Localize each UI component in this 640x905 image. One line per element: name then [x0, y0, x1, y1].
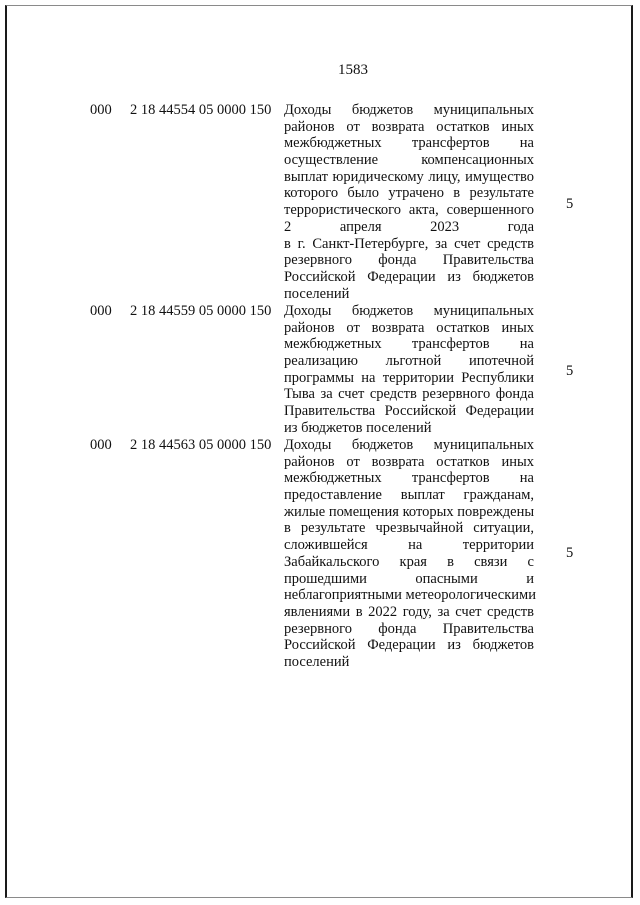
description-line: жилые помещения которых повреждены: [284, 503, 535, 520]
description-line: реализацию льготной ипотечной: [284, 353, 534, 370]
description-line: выплат юридическому лицу, имущество: [284, 168, 534, 185]
amount-value: 5: [566, 196, 574, 212]
description-line: поселений: [284, 285, 350, 302]
description-line: межбюджетных трансфертов на: [284, 470, 534, 487]
description-line: межбюджетных трансфертов на: [284, 336, 534, 353]
description-line: районов от возврата остатков иных: [284, 319, 534, 336]
admin-code: 000: [90, 102, 112, 118]
page-number: 1583: [338, 62, 368, 78]
description-line: Доходы бюджетов муниципальных: [284, 102, 534, 118]
kbk-code: 2 18 44559 05 0000 150: [130, 303, 272, 319]
amount-value: 5: [566, 363, 574, 379]
description-line: предоставление выплат гражданам,: [284, 487, 534, 504]
amount-value: 5: [566, 545, 574, 561]
description-line: в результате чрезвычайной ситуации,: [284, 520, 534, 537]
income-description: [284, 102, 534, 302]
description-line: 2 апреля 2023 года: [284, 218, 534, 235]
description-line: Правительства Российской Федерации: [284, 403, 534, 420]
description-line: неблагоприятными метеорологическими: [284, 587, 536, 604]
description-line: прошедшими опасными и: [284, 570, 534, 587]
description-line: резервного фонда Правительства: [284, 620, 534, 637]
description-line: программы на территории Республики: [284, 369, 534, 386]
description-line: террористического акта, совершенного: [284, 202, 534, 219]
income-description: [284, 303, 534, 437]
description-line: Российской Федерации из бюджетов: [284, 268, 534, 285]
description-line: Тыва за счет средств резервного фонда: [284, 386, 534, 403]
description-line: межбюджетных трансфертов на: [284, 135, 534, 152]
description-line: районов от возврата остатков иных: [284, 118, 534, 135]
kbk-code: 2 18 44563 05 0000 150: [130, 437, 272, 453]
description-line: Доходы бюджетов муниципальных: [284, 437, 534, 453]
description-line: Забайкальского края в связи с: [284, 553, 534, 570]
description-line: резервного фонда Правительства: [284, 252, 534, 269]
description-line: осуществление компенсационных: [284, 152, 534, 169]
admin-code: 000: [90, 437, 112, 453]
kbk-code: 2 18 44554 05 0000 150: [130, 102, 272, 118]
description-line: Доходы бюджетов муниципальных: [284, 303, 534, 319]
description-line: в г. Санкт-Петербурге, за счет средств: [284, 235, 534, 252]
description-line: сложившейся на территории: [284, 537, 534, 554]
description-line: Российской Федерации из бюджетов: [284, 637, 534, 654]
description-line: явлениями в 2022 году, за счет средств: [284, 603, 534, 620]
admin-code: 000: [90, 303, 112, 319]
description-line: поселений: [284, 653, 350, 670]
income-description: [284, 437, 534, 671]
description-line: которого было утрачено в результате: [284, 185, 534, 202]
description-line: районов от возврата остатков иных: [284, 453, 534, 470]
description-line: из бюджетов поселений: [284, 419, 432, 436]
